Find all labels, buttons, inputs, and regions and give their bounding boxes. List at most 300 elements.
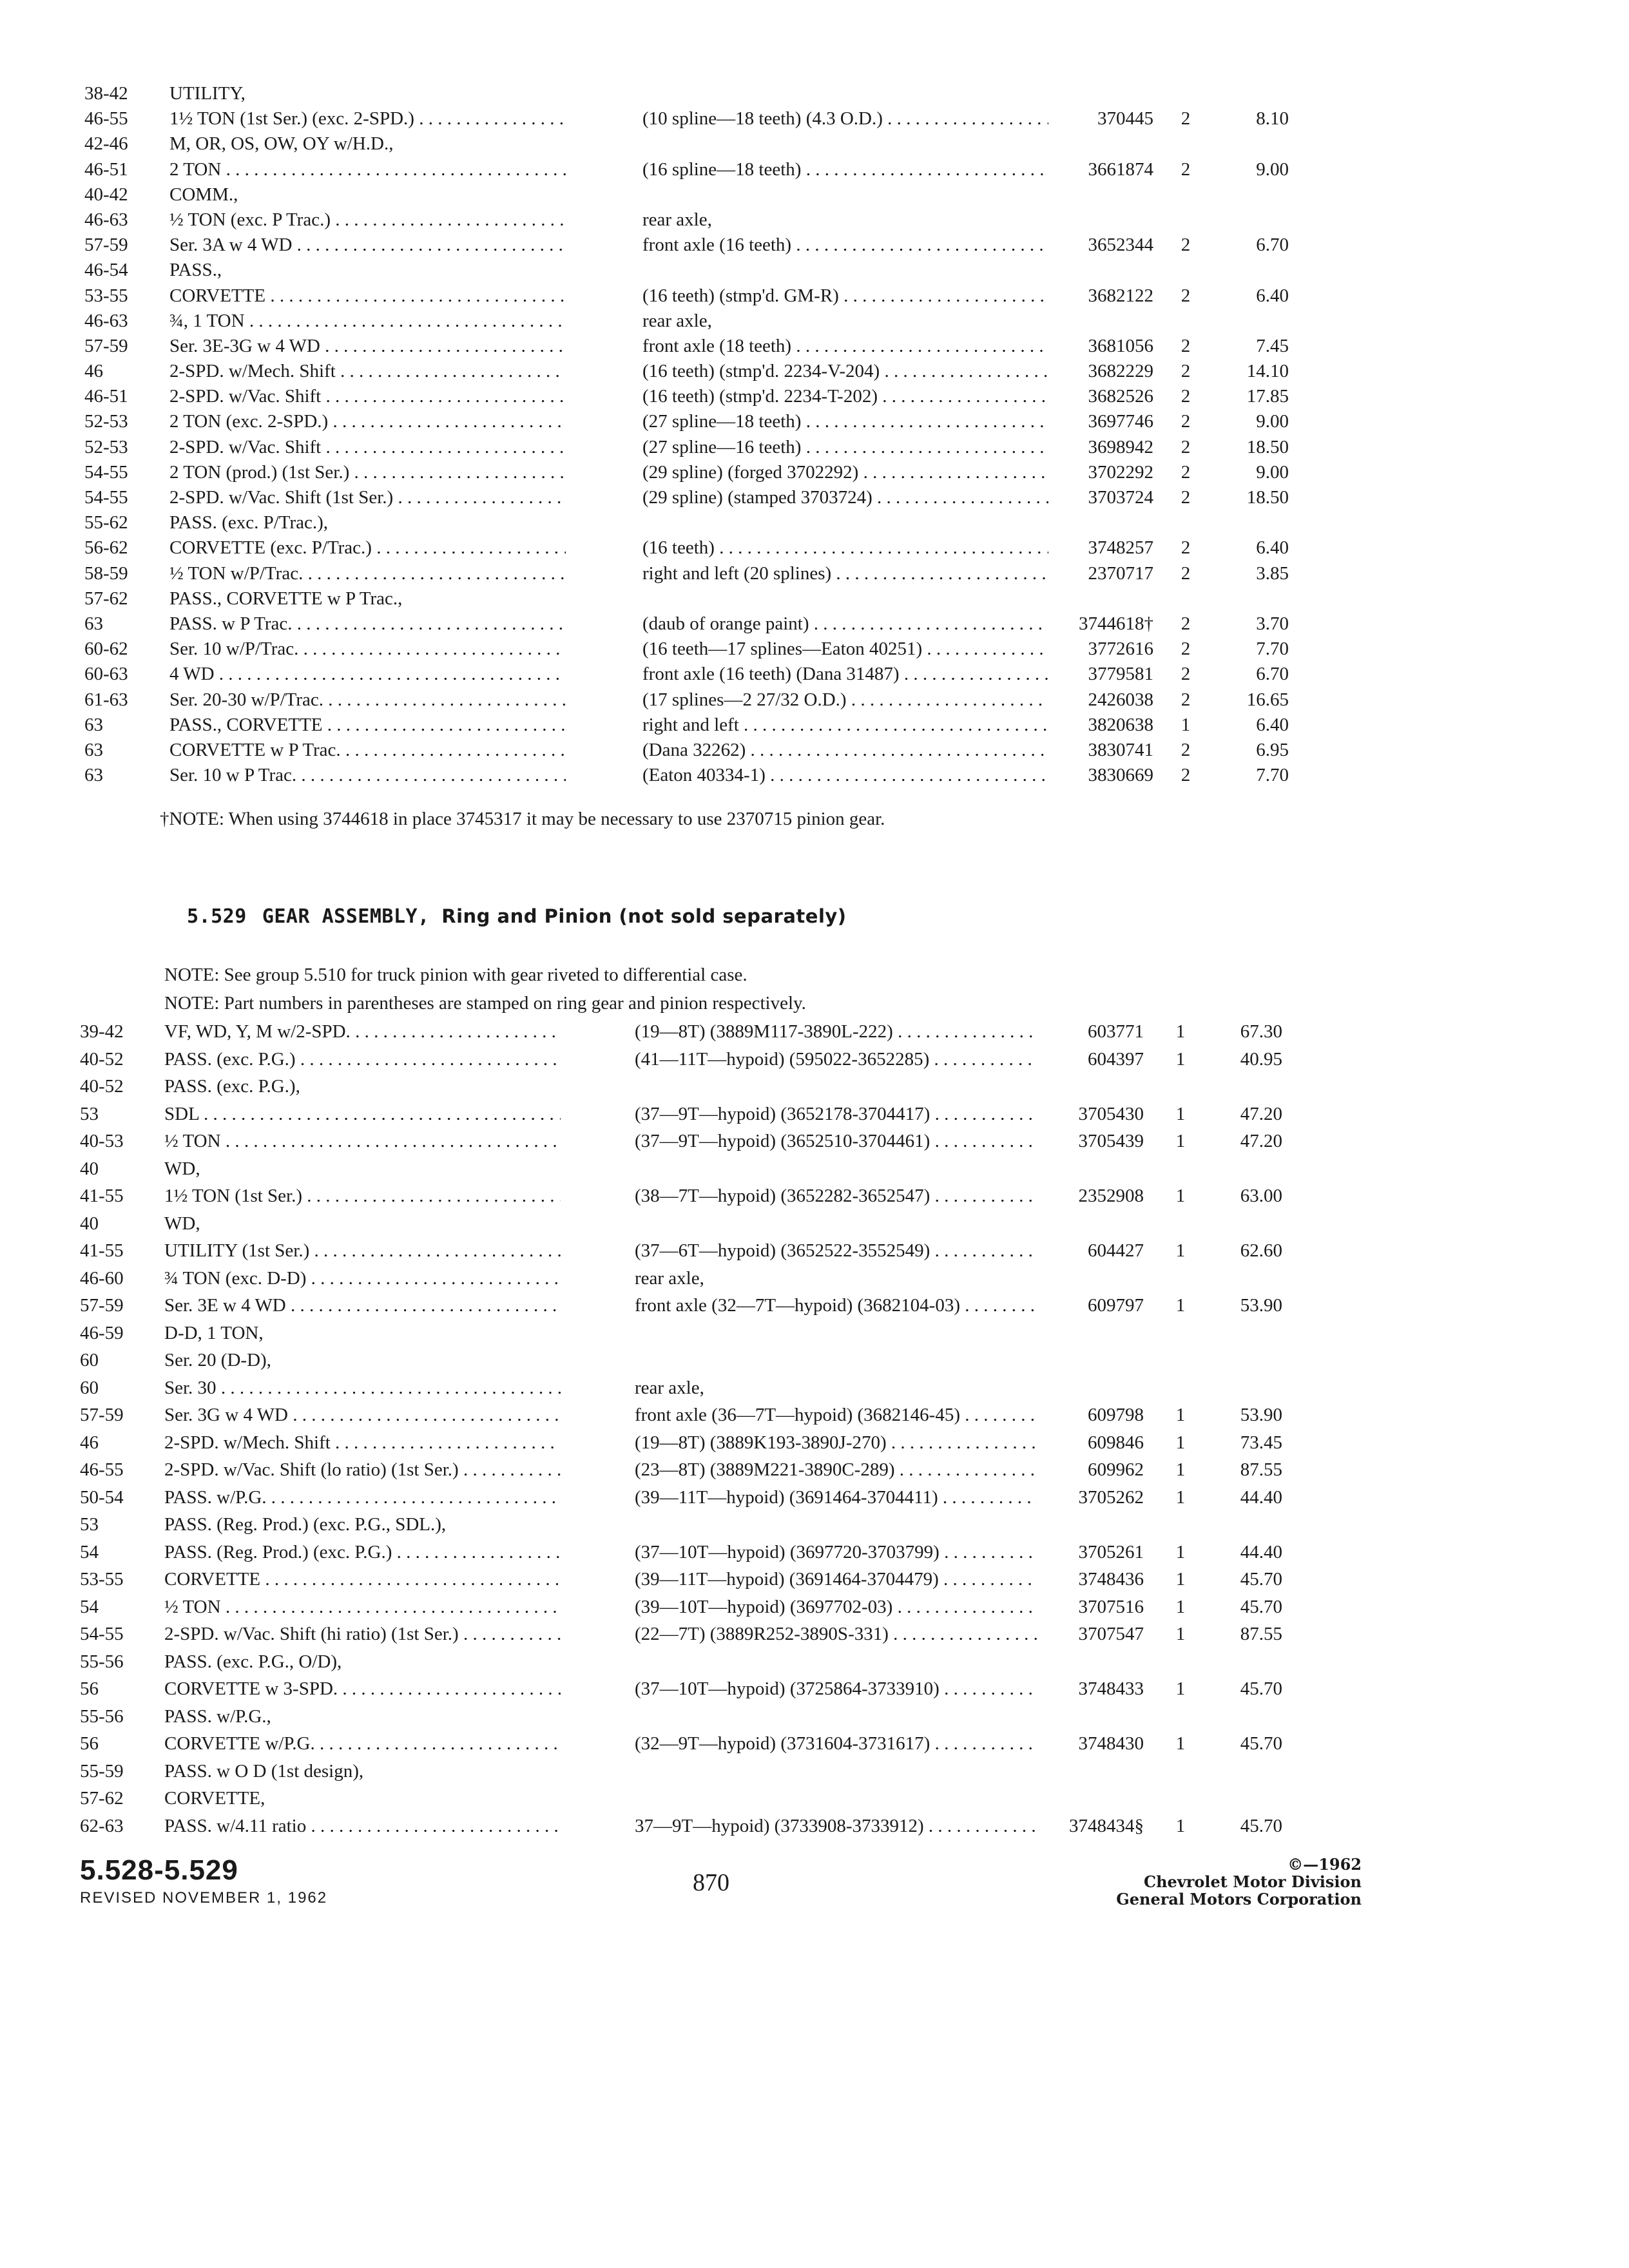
part-number: 3705261 — [1078, 1541, 1144, 1562]
table-row — [0, 182, 1629, 207]
model-years: 55-59 — [80, 1760, 124, 1782]
specification: (38—7T—hypoid) (3652282-3652547) . . . — [635, 1184, 1037, 1209]
table-row — [0, 738, 1629, 763]
description: ¾, 1 TON . . . — [169, 309, 566, 334]
table-row — [0, 763, 1629, 788]
table-row — [0, 1348, 1629, 1376]
model-years: 63 — [84, 613, 103, 634]
specification: front axle (36—7T—hypoid) (3682146-45) . . . — [635, 1403, 1037, 1428]
quantity: 1 — [1175, 1815, 1186, 1836]
price: 6.95 — [1256, 739, 1289, 760]
specification: (29 spline) (stamped 3703724) . . . — [642, 485, 1048, 510]
description: PASS. (exc. P.G.), — [164, 1076, 300, 1097]
model-years: 46-55 — [80, 1459, 124, 1480]
model-years: 62-63 — [80, 1815, 124, 1836]
description: COMM., — [169, 184, 238, 205]
price: 6.70 — [1256, 235, 1289, 256]
table-row — [0, 1047, 1629, 1075]
quantity: 1 — [1175, 1021, 1186, 1042]
specification: front axle (16 teeth) (Dana 31487) . . . — [642, 662, 1048, 687]
table-row — [0, 611, 1629, 637]
quantity: 1 — [1175, 1240, 1186, 1261]
section-number: 5.529 — [187, 905, 247, 928]
price: 44.40 — [1240, 1541, 1282, 1562]
description: 2-SPD. w/Vac. Shift (1st Ser.) . . . — [169, 485, 566, 510]
specification: (16 spline—18 teeth) . . . — [642, 157, 1048, 182]
model-years: 63 — [84, 739, 103, 760]
table-row — [0, 1019, 1629, 1047]
page-number: 870 — [693, 1869, 729, 1896]
model-years: 60-62 — [84, 639, 128, 660]
part-number: 603771 — [1088, 1021, 1144, 1042]
quantity: 1 — [1175, 1186, 1186, 1206]
model-years: 54 — [80, 1541, 99, 1562]
part-number: 3707547 — [1078, 1624, 1144, 1644]
part-number: 609846 — [1088, 1432, 1144, 1453]
footer-left — [80, 1854, 327, 1907]
model-years: 46-51 — [84, 386, 128, 407]
description: D-D, 1 TON, — [164, 1322, 264, 1343]
price: 45.70 — [1240, 1815, 1282, 1836]
specification: (32—9T—hypoid) (3731604-3731617) . . . — [635, 1731, 1037, 1756]
description: PASS. (Reg. Prod.) (exc. P.G., SDL.), — [164, 1514, 447, 1535]
quantity: 1 — [1175, 1541, 1186, 1562]
table-row — [0, 284, 1629, 309]
footnote-3744618: †NOTE: When using 3744618 in place 3745317 it may be necessary to use 2370715 pinion gear. — [160, 809, 885, 829]
price: 6.40 — [1256, 537, 1289, 559]
table-row — [0, 687, 1629, 713]
specification: (29 spline) (forged 3702292) . . . — [642, 460, 1048, 485]
quantity: 1 — [1175, 1432, 1186, 1453]
description: ¾ TON (exc. D-D) . . . — [164, 1266, 561, 1291]
price: 45.70 — [1240, 1596, 1282, 1617]
part-number: 609962 — [1088, 1459, 1144, 1480]
model-years: 40-42 — [84, 184, 128, 205]
parts-table-5-528 — [0, 81, 1629, 788]
quantity: 2 — [1181, 664, 1191, 685]
price: 47.20 — [1240, 1131, 1282, 1151]
price: 7.45 — [1256, 335, 1289, 356]
description: PASS. (exc. P.G.) . . . — [164, 1047, 561, 1072]
specification: front axle (18 teeth) . . . — [642, 334, 1048, 359]
model-years: 46-54 — [84, 260, 128, 281]
model-years: 60-63 — [84, 664, 128, 685]
model-years: 46 — [80, 1432, 99, 1453]
table-row — [0, 334, 1629, 359]
price: 18.50 — [1246, 487, 1289, 508]
price: 44.40 — [1240, 1486, 1282, 1508]
table-row — [0, 1595, 1629, 1622]
price: 18.50 — [1246, 436, 1289, 457]
model-years: 57-62 — [84, 588, 128, 609]
part-number: 3661874 — [1088, 159, 1153, 180]
description: CORVETTE w P Trac. . . . — [169, 738, 566, 763]
price: 7.70 — [1256, 639, 1289, 660]
description: 2 TON (prod.) (1st Ser.) . . . — [169, 460, 566, 485]
table-row — [0, 460, 1629, 485]
quantity: 1 — [1175, 1048, 1186, 1070]
specification: (10 spline—18 teeth) (4.3 O.D.) . . . — [642, 106, 1048, 131]
section-title-main: GEAR ASSEMBLY, — [262, 905, 430, 928]
description: Ser. 20-30 w/P/Trac. . . . — [169, 687, 566, 713]
table-row — [0, 81, 1629, 106]
description: Ser. 20 (D-D), — [164, 1350, 271, 1370]
part-number: 609798 — [1088, 1405, 1144, 1425]
model-years: 57-59 — [80, 1295, 124, 1316]
quantity: 1 — [1175, 1569, 1186, 1590]
specification: (Eaton 40334-1) . . . — [642, 763, 1048, 788]
description: PASS. (Reg. Prod.) (exc. P.G.) . . . — [164, 1540, 561, 1565]
description: WD, — [164, 1158, 200, 1179]
table-row — [0, 1238, 1629, 1266]
specification: front axle (32—7T—hypoid) (3682104-03) . . . — [635, 1293, 1037, 1318]
model-years: 57-59 — [84, 235, 128, 256]
specification: (16 teeth—17 splines—Eaton 40251) . . . — [642, 637, 1048, 662]
part-number: 3705430 — [1078, 1103, 1144, 1124]
specification: (Dana 32262) . . . — [642, 738, 1048, 763]
table-row — [0, 1211, 1629, 1239]
part-number: 3702292 — [1088, 461, 1153, 483]
model-years: 61-63 — [84, 689, 128, 710]
part-number: 2370717 — [1088, 562, 1153, 584]
part-number: 3682526 — [1088, 386, 1153, 407]
quantity: 2 — [1181, 689, 1191, 710]
model-years: 55-56 — [80, 1706, 124, 1727]
price: 6.70 — [1256, 664, 1289, 685]
table-row — [0, 1457, 1629, 1485]
specification: (19—8T) (3889M117-3890L-222) . . . — [635, 1019, 1037, 1044]
quantity: 1 — [1175, 1624, 1186, 1644]
part-number: 3707516 — [1078, 1596, 1144, 1617]
quantity: 1 — [1175, 1295, 1186, 1316]
table-row — [0, 409, 1629, 434]
table-row — [0, 713, 1629, 738]
quantity: 2 — [1181, 765, 1191, 786]
model-years: 40 — [80, 1213, 99, 1234]
price: 63.00 — [1240, 1186, 1282, 1206]
table-row — [0, 1157, 1629, 1184]
specification: (27 spline—18 teeth) . . . — [642, 409, 1048, 434]
footer-publisher — [1116, 1856, 1362, 1908]
quantity: 2 — [1181, 461, 1191, 483]
model-years: 46-63 — [84, 209, 128, 230]
table-row — [0, 1485, 1629, 1513]
table-row — [0, 384, 1629, 409]
description: 2-SPD. w/Vac. Shift . . . — [169, 435, 566, 460]
quantity: 2 — [1181, 739, 1191, 760]
model-years: 53-55 — [80, 1569, 124, 1590]
quantity: 2 — [1181, 235, 1191, 256]
table-row — [0, 1786, 1629, 1814]
quantity: 1 — [1175, 1405, 1186, 1425]
specification: (37—9T—hypoid) (3652178-3704417) . . . — [635, 1102, 1037, 1127]
price: 45.70 — [1240, 1569, 1282, 1590]
specification: rear axle, — [642, 209, 712, 230]
quantity: 2 — [1181, 361, 1191, 382]
model-years: 53-55 — [84, 285, 128, 306]
model-years: 56 — [80, 1678, 99, 1699]
description: ½ TON w/P/Trac. . . . — [169, 561, 566, 586]
description: CORVETTE w/P.G. . . . — [164, 1731, 561, 1756]
price: 87.55 — [1240, 1624, 1282, 1644]
part-number: 2352908 — [1078, 1186, 1144, 1206]
part-number: 3830669 — [1088, 765, 1153, 786]
description: PASS. w/4.11 ratio . . . — [164, 1814, 561, 1839]
model-years: 42-46 — [84, 133, 128, 155]
specification: right and left . . . — [642, 713, 1048, 738]
description: ½ TON (exc. P Trac.) . . . — [169, 207, 566, 233]
description: Ser. 3E-3G w 4 WD . . . — [169, 334, 566, 359]
description: 2-SPD. w/Vac. Shift (hi ratio) (1st Ser.) . . . — [164, 1622, 561, 1647]
model-years: 46-55 — [84, 108, 128, 130]
table-row — [0, 207, 1629, 233]
table-row — [0, 131, 1629, 157]
table-row — [0, 359, 1629, 384]
description: PASS., CORVETTE w P Trac., — [169, 588, 403, 609]
model-years: 54-55 — [80, 1624, 124, 1644]
description: 2 TON (exc. 2-SPD.) . . . — [169, 409, 566, 434]
specification: (16 teeth) (stmp'd. 2234-T-202) . . . — [642, 384, 1048, 409]
model-years: 56 — [80, 1733, 99, 1754]
table-row — [0, 561, 1629, 586]
table-row — [0, 1649, 1629, 1677]
model-years: 63 — [84, 714, 103, 735]
description: SDL . . . — [164, 1102, 561, 1127]
table-row — [0, 1321, 1629, 1349]
model-years: 40-52 — [80, 1048, 124, 1070]
quantity: 2 — [1181, 335, 1191, 356]
price: 9.00 — [1256, 411, 1289, 432]
table-row — [0, 1622, 1629, 1649]
description: Ser. 3G w 4 WD . . . — [164, 1403, 561, 1428]
part-number: 604397 — [1088, 1048, 1144, 1070]
description: M, OR, OS, OW, OY w/H.D., — [169, 133, 394, 155]
part-number: 3830741 — [1088, 739, 1153, 760]
specification: (22—7T) (3889R252-3890S-331) . . . — [635, 1622, 1037, 1647]
specification: (37—10T—hypoid) (3697720-3703799) . . . — [635, 1540, 1037, 1565]
corporation-name: General Motors Corporation — [1116, 1890, 1362, 1908]
model-years: 40-52 — [80, 1076, 124, 1097]
model-years: 39-42 — [80, 1021, 124, 1042]
description: PASS. w P Trac. . . . — [169, 611, 566, 637]
price: 16.65 — [1246, 689, 1289, 710]
price: 53.90 — [1240, 1295, 1282, 1316]
specification: (27 spline—16 teeth) . . . — [642, 435, 1048, 460]
description: CORVETTE . . . — [164, 1567, 561, 1592]
model-years: 57-62 — [80, 1788, 124, 1809]
description: 2-SPD. w/Mech. Shift . . . — [164, 1430, 561, 1456]
table-row — [0, 157, 1629, 182]
description: Ser. 10 w P Trac. . . . — [169, 763, 566, 788]
description: 1½ TON (1st Ser.) (exc. 2-SPD.) . . . — [169, 106, 566, 131]
part-number: 3698942 — [1088, 436, 1153, 457]
copyright: ©—1962 — [1287, 1855, 1362, 1874]
price: 45.70 — [1240, 1733, 1282, 1754]
quantity: 1 — [1175, 1733, 1186, 1754]
table-row — [0, 1731, 1629, 1759]
description: UTILITY, — [169, 83, 246, 104]
note-truck-pinion: NOTE: See group 5.510 for truck pinion with gear riveted to differential case. — [164, 965, 747, 985]
model-years: 46 — [84, 361, 103, 382]
table-row — [0, 1102, 1629, 1129]
model-years: 40 — [80, 1158, 99, 1179]
description: CORVETTE . . . — [169, 284, 566, 309]
table-row — [0, 485, 1629, 510]
note-part-numbers: NOTE: Part numbers in parentheses are stamped on ring gear and pinion respectively. — [164, 993, 806, 1014]
description: 2-SPD. w/Vac. Shift (lo ratio) (1st Ser.) . . . — [164, 1457, 561, 1483]
table-row — [0, 1814, 1629, 1841]
specification: rear axle, — [635, 1377, 704, 1398]
specification: (17 splines—2 27/32 O.D.) . . . — [642, 687, 1048, 713]
part-number: 3748433 — [1078, 1678, 1144, 1699]
division-name: Chevrolet Motor Division — [1144, 1872, 1362, 1891]
price: 6.40 — [1256, 285, 1289, 306]
part-number: 3705439 — [1078, 1131, 1144, 1151]
part-number: 3697746 — [1088, 411, 1153, 432]
specification: (16 teeth) (stmp'd. 2234-V-204) . . . — [642, 359, 1048, 384]
model-years: 57-59 — [84, 335, 128, 356]
table-row — [0, 1266, 1629, 1294]
description: Ser. 10 w/P/Trac. . . . — [169, 637, 566, 662]
specification: (16 teeth) . . . — [642, 535, 1048, 561]
specification: (23—8T) (3889M221-3890C-289) . . . — [635, 1457, 1037, 1483]
specification: right and left (20 splines) . . . — [642, 561, 1048, 586]
description: PASS., — [169, 260, 222, 281]
model-years: 38-42 — [84, 83, 128, 104]
table-row — [0, 1704, 1629, 1732]
table-row — [0, 435, 1629, 460]
specification: rear axle, — [635, 1267, 704, 1289]
price: 45.70 — [1240, 1678, 1282, 1699]
table-row — [0, 1403, 1629, 1430]
model-years: 46-60 — [80, 1267, 124, 1289]
description: PASS. w/P.G. . . . — [164, 1485, 561, 1510]
quantity: 2 — [1181, 386, 1191, 407]
description: PASS. (exc. P/Trac.), — [169, 512, 329, 533]
model-years: 40-53 — [80, 1131, 124, 1151]
model-years: 46-59 — [80, 1322, 124, 1343]
description: PASS. w O D (1st design), — [164, 1760, 364, 1782]
price: 40.95 — [1240, 1048, 1282, 1070]
quantity: 2 — [1181, 537, 1191, 559]
model-years: 53 — [80, 1103, 99, 1124]
specification: (daub of orange paint) . . . — [642, 611, 1048, 637]
price: 7.70 — [1256, 765, 1289, 786]
quantity: 1 — [1175, 1486, 1186, 1508]
part-number: 3703724 — [1088, 487, 1153, 508]
quantity: 1 — [1175, 1131, 1186, 1151]
table-row — [0, 258, 1629, 283]
model-years: 41-55 — [80, 1186, 124, 1206]
parts-table-5-529 — [0, 1019, 1629, 1841]
specification: (39—11T—hypoid) (3691464-3704479) . . . — [635, 1567, 1037, 1592]
table-row — [0, 1759, 1629, 1787]
model-years: 55-56 — [80, 1651, 124, 1672]
part-number: 3748436 — [1078, 1569, 1144, 1590]
quantity: 2 — [1181, 613, 1191, 634]
model-years: 50-54 — [80, 1486, 124, 1508]
table-row — [0, 1129, 1629, 1157]
model-years: 54-55 — [84, 461, 128, 483]
specification: (37—6T—hypoid) (3652522-3552549) . . . — [635, 1238, 1037, 1264]
model-years: 60 — [80, 1377, 99, 1398]
description: Ser. 30 . . . — [164, 1376, 561, 1401]
model-years: 58-59 — [84, 562, 128, 584]
quantity: 2 — [1181, 436, 1191, 457]
section-heading-5-529 — [187, 905, 847, 928]
description: CORVETTE w 3-SPD. . . . — [164, 1677, 561, 1702]
price: 9.00 — [1256, 159, 1289, 180]
table-row — [0, 1677, 1629, 1704]
part-number: 3748430 — [1078, 1733, 1144, 1754]
quantity: 1 — [1175, 1678, 1186, 1699]
section-title-rest: Ring and Pinion (not sold separately) — [441, 905, 847, 927]
description: PASS. (exc. P.G., O/D), — [164, 1651, 342, 1672]
table-row — [0, 309, 1629, 334]
table-row — [0, 637, 1629, 662]
quantity: 2 — [1181, 285, 1191, 306]
part-number: 3748257 — [1088, 537, 1153, 559]
description: 1½ TON (1st Ser.) . . . — [164, 1184, 561, 1209]
table-row — [0, 662, 1629, 687]
quantity: 2 — [1181, 562, 1191, 584]
part-number: 3820638 — [1088, 714, 1153, 735]
model-years: 57-59 — [80, 1405, 124, 1425]
table-row — [0, 1376, 1629, 1403]
table-row — [0, 1567, 1629, 1595]
model-years: 53 — [80, 1514, 99, 1535]
price: 3.70 — [1256, 613, 1289, 634]
part-number: 3744618† — [1079, 613, 1153, 634]
part-number: 3779581 — [1088, 664, 1153, 685]
table-row — [0, 106, 1629, 131]
description: Ser. 3E w 4 WD . . . — [164, 1293, 561, 1318]
part-number: 3772616 — [1088, 639, 1153, 660]
model-years: 56-62 — [84, 537, 128, 559]
quantity: 2 — [1181, 159, 1191, 180]
part-number: 3681056 — [1088, 335, 1153, 356]
description: 2-SPD. w/Vac. Shift . . . — [169, 384, 566, 409]
description: CORVETTE, — [164, 1788, 265, 1809]
description: 2 TON . . . — [169, 157, 566, 182]
table-row — [0, 1293, 1629, 1321]
quantity: 1 — [1181, 714, 1191, 735]
table-row — [0, 1512, 1629, 1540]
model-years: 55-62 — [84, 512, 128, 533]
model-years: 60 — [80, 1350, 99, 1370]
description: ½ TON . . . — [164, 1129, 561, 1154]
price: 17.85 — [1246, 386, 1289, 407]
specification: front axle (16 teeth) . . . — [642, 233, 1048, 258]
quantity: 1 — [1175, 1459, 1186, 1480]
price: 67.30 — [1240, 1021, 1282, 1042]
specification: rear axle, — [642, 310, 712, 331]
part-number: 3705262 — [1078, 1486, 1144, 1508]
table-row — [0, 586, 1629, 611]
price: 47.20 — [1240, 1103, 1282, 1124]
revised-date: REVISED NOVEMBER 1, 1962 — [80, 1889, 328, 1907]
model-years: 54 — [80, 1596, 99, 1617]
price: 14.10 — [1246, 361, 1289, 382]
specification: (39—11T—hypoid) (3691464-3704411) . . . — [635, 1485, 1037, 1510]
description: Ser. 3A w 4 WD . . . — [169, 233, 566, 258]
part-number: 3652344 — [1088, 235, 1153, 256]
price: 73.45 — [1240, 1432, 1282, 1453]
price: 62.60 — [1240, 1240, 1282, 1261]
model-years: 52-53 — [84, 436, 128, 457]
description: PASS., CORVETTE . . . — [169, 713, 566, 738]
specification: (19—8T) (3889K193-3890J-270) . . . — [635, 1430, 1037, 1456]
